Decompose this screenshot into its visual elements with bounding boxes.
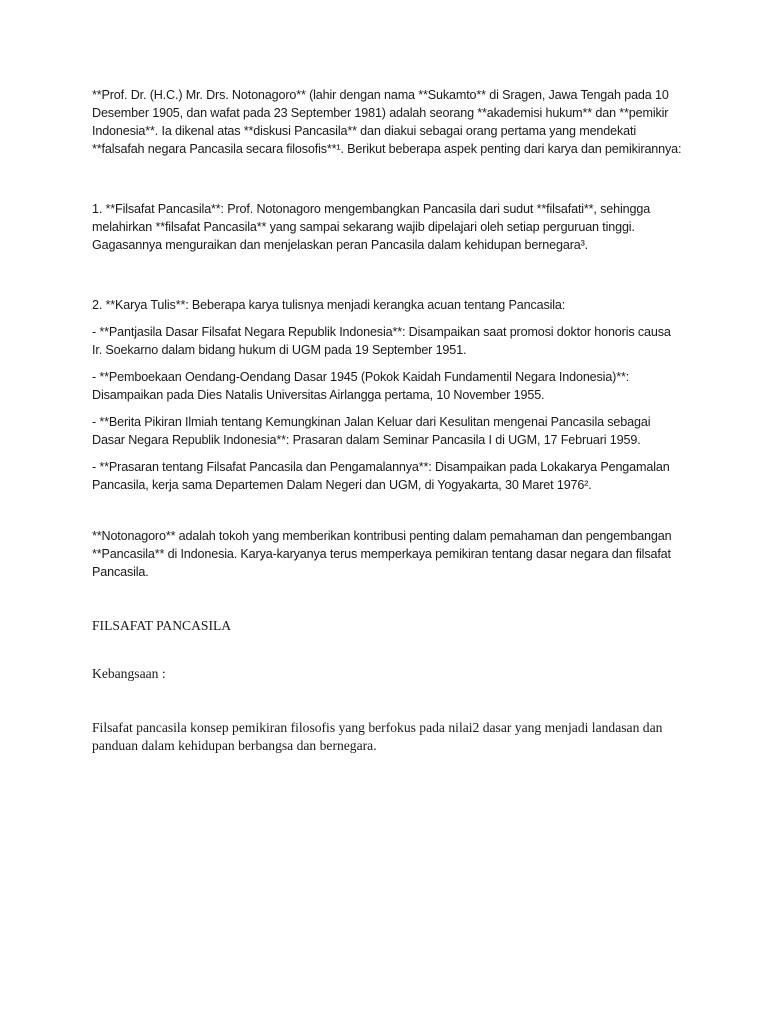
intro-paragraph: **Prof. Dr. (H.C.) Mr. Drs. Notonagoro** (lahir dengan nama **Sukamto** di Sragen, Jawa Tengah pada 10 Desember 1905, dan wafat pada 23 September 1981) adalah seorang **akademisi hukum** dan **pemikir Indonesia**. Ia dikenal atas **diskusi Pancasila** dan diakui sebagai orang pertama yang mendekati **falsafah negara Pancasila secara filosofis**¹. Berikut beberapa aspek penting dari karya dan pemikirannya: <box>92 88 682 156</box>
outro-paragraph: **Notonagoro** adalah tokoh yang memberikan kontribusi penting dalam pemahaman dan pengembangan **Pancasila** di Indonesia. Karya-karyanya terus memperkaya pemikiran tentang dasar negara dan filsafat Pancasila. <box>92 529 672 579</box>
subsection-label: Kebangsaan : <box>92 666 166 681</box>
document-body <box>92 86 682 755</box>
definition-paragraph: Filsafat pancasila konsep pemikiran filosofis yang berfokus pada nilai2 dasar yang menjadi landasan dan panduan dalam kehidupan berbangsa dan bernegara. <box>92 720 663 753</box>
sub-item-berita-pikiran-ilmiah: - **Berita Pikiran Ilmiah tentang Kemungkinan Jalan Keluar dari Kesulitan mengenai Pancasila sebagai Dasar Negara Republik Indonesia**: Prasaran dalam Seminar Pancasila I di UGM, 17 Februari 1959. <box>92 415 651 447</box>
sub-item-pemboekaan-uud: - **Pemboekaan Oendang-Oendang Dasar 1945 (Pokok Kaidah Fundamentil Negara Indonesia)**: Disampaikan pada Dies Natalis Universitas Airlangga pertama, 10 November 1955. <box>92 370 630 402</box>
sub-item-pantjasila-dasar: - **Pantjasila Dasar Filsafat Negara Republik Indonesia**: Disampaikan saat promosi doktor honoris causa Ir. Soekarno dalam bidang hukum di UGM pada 19 September 1951. <box>92 325 671 357</box>
sub-item-prasaran-filsafat: - **Prasaran tentang Filsafat Pancasila dan Pengamalannya**: Disampaikan pada Lokakarya Pengamalan Pancasila, kerja sama Departemen Dalam Negeri dan UGM, di Yogyakarta, 30 Maret 1976². <box>92 460 670 492</box>
list-item-karya-tulis: 2. **Karya Tulis**: Beberapa karya tulisnya menjadi kerangka acuan tentang Pancasila: <box>92 298 566 312</box>
list-item-filsafat-pancasila: 1. **Filsafat Pancasila**: Prof. Notonagoro mengembangkan Pancasila dari sudut **filsafati**, sehingga melahirkan **filsafat Pancasila** yang sampai sekarang wajib dipelajari oleh setiap perguruan tinggi. Gagasannya menguraikan dan menjelaskan peran Pancasila dalam kehidupan bernegara³. <box>92 202 651 252</box>
section-heading: FILSAFAT PANCASILA <box>92 618 232 633</box>
